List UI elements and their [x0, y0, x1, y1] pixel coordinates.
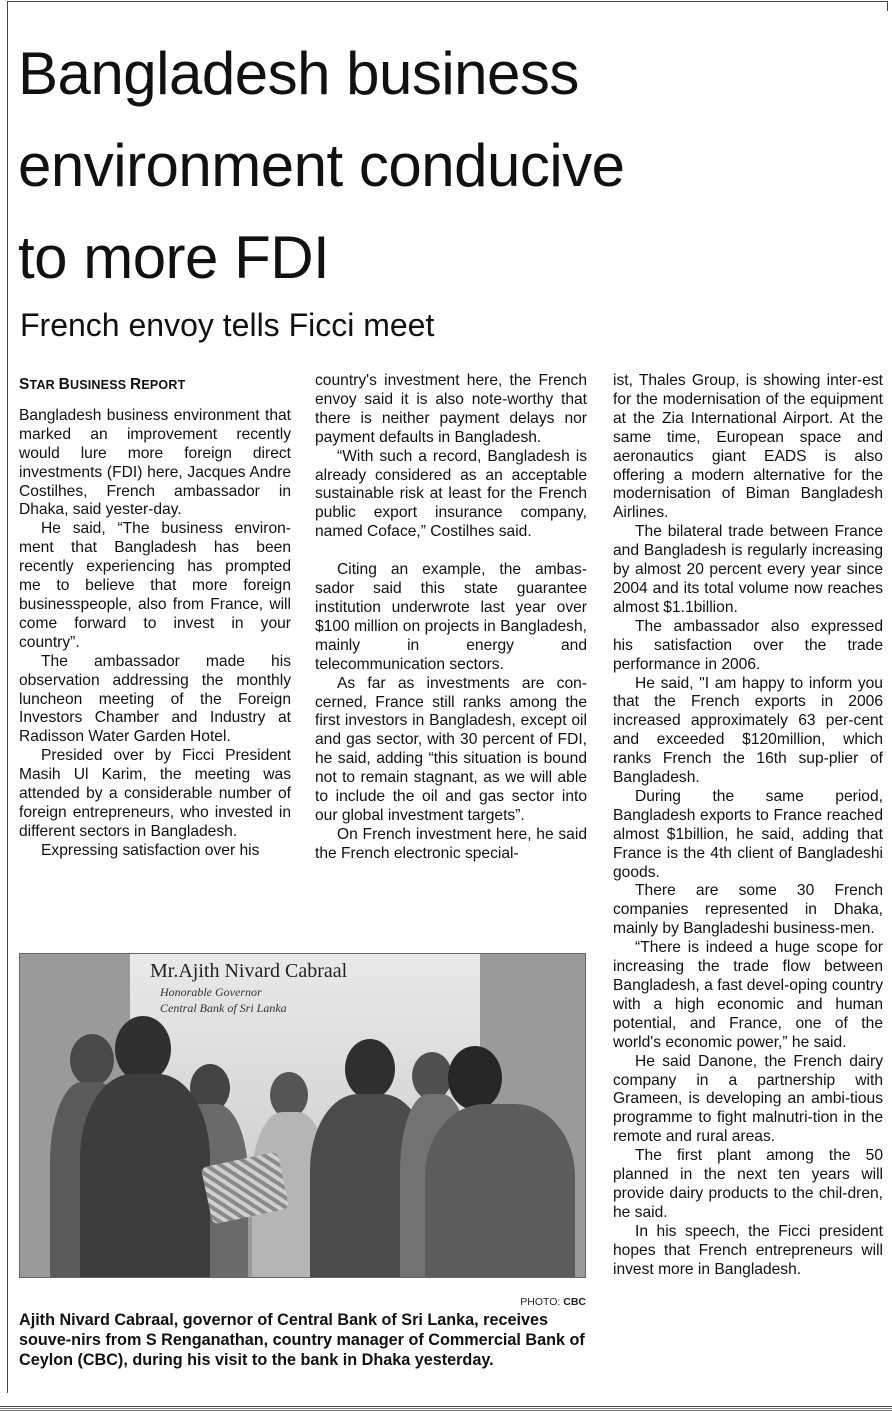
person-figure: [80, 1074, 210, 1278]
paragraph: During the same period, Bangladesh exports to France reached almost $1billion, he said, adding that France is the 4th client of Bangladeshi goods.: [613, 787, 883, 881]
paragraph: As far as investments are con-cerned, France still ranks among the first investors in Bangladesh, except oil and gas sector, with 30 percent of FDI, he said, adding “this situation is bound not to remain stagnant, as we will able to include the oil and gas sector into our global investment targets”.: [315, 674, 587, 824]
byline-initial-2: B: [58, 376, 70, 393]
left-rule: [7, 1, 8, 1393]
paragraph: He said, “The business environ-ment that Bangladesh has been recently experiencing has prompted me to believe that more foreign businesspeople, also from France, will come forward to invest in your country”.: [19, 520, 291, 651]
news-photo: [19, 953, 586, 1278]
person-figure: [425, 1104, 575, 1278]
headline-line-1: Bangladesh business: [18, 40, 579, 107]
byline-word-1: TAR: [29, 378, 59, 392]
paragraph: The ambassador made his observation addressing the monthly luncheon meeting of the Foreign Investors Chamber and Industry at Radisson Water Garden Hotel.: [19, 652, 291, 746]
headline: [18, 28, 878, 304]
byline-initial-1: S: [19, 376, 30, 393]
right-rule: [887, 1, 888, 11]
paragraph: Presided over by Ficci President Masih Ul Karim, the meeting was attended by a considerable number of foreign entrepreneurs, who invested in different sectors in Bangladesh.: [19, 747, 291, 840]
paragraph: On French investment here, he said the French electronic special-: [315, 825, 587, 862]
paragraph: The first plant among the 50 planned in the next ten years will provide dairy products to the chil-dren, he said.: [613, 1147, 883, 1221]
person-head: [345, 1039, 395, 1099]
paragraph: The bilateral trade between France and Bangladesh is regularly increasing by almost 20 percent every year since 2004 and its total volume now reaches almost $1.1billion.: [613, 523, 883, 616]
banner-title: [160, 984, 360, 1016]
paragraph: In his speech, the Ficci president hopes that French entrepreneurs will invest more in Bangladesh.: [613, 1222, 883, 1278]
paragraph: He said Danone, the French dairy company in a partnership with Grameen, is developing an ambi-tious programme to fight malnutri-tion in the remote and rural areas.: [613, 1052, 883, 1146]
article-column-3: [613, 372, 883, 1280]
byline: [19, 376, 291, 395]
photo-caption: Ajith Nivard Cabraal, governor of Central Bank of Sri Lanka, receives souve-nirs from S Renganathan, country manager of Commercial Bank of Ceylon (CBC), during his visit to the bank in Dhaka yesterday.: [19, 1311, 585, 1370]
subheadline: French envoy tells Ficci meet: [20, 307, 435, 343]
byline-initial-3: R: [129, 376, 142, 393]
paragraph: country's investment here, the French envoy said it is also note-worthy that there is neither payment delays nor payment defaults in Bangladesh.: [315, 372, 587, 446]
banner-name: Mr.Ajith Nivard Cabraal: [150, 960, 348, 982]
paragraph: The ambassador also expressed his satisfaction over the trade performance in 2006.: [613, 617, 883, 673]
byline-word-3: EPORT: [141, 378, 186, 392]
paragraph: Citing an example, the ambas-sador said this state guarantee institution underwrote last year over $100 million on projects in Bangladesh, mainly in energy and telecommunication sectors.: [315, 561, 587, 673]
bottom-rule: [0, 1406, 892, 1407]
paragraph: ist, Thales Group, is showing inter-est for the modernisation of the equipment at the Zia International Airport. At the same time, European space and aeronautics giant EADS is also offering a modern alternative for the modernisation of Biman Bangladesh Airlines.: [613, 372, 883, 522]
person-head: [70, 1034, 114, 1086]
person-head: [115, 1016, 171, 1082]
person-head: [448, 1046, 502, 1110]
headline-line-2: environment conducive: [18, 132, 625, 199]
paragraph: “There is indeed a huge scope for increasing the trade flow between Bangladesh, a fast devel-oping country with a high economic and human potential, and France, one of the world's economic power,” he said.: [613, 939, 883, 1051]
top-rule: [7, 1, 888, 2]
paragraph: Expressing satisfaction over his: [41, 841, 260, 859]
paragraph: There are some 30 French companies represented in Dhaka, mainly by Bangladeshi business-men.: [613, 882, 883, 938]
paragraph: Bangladesh business environment that marked an improvement recently would lure more foreign direct investments (FDI) here, Jacques Andre Costilhes, French ambassador in Dhaka, said yester-day.: [19, 406, 291, 519]
paragraph: “With such a record, Bangladesh is already considered as an acceptable sustainable risk at least for the French public export insurance company, named Coface,” Costilhes said.: [315, 447, 587, 541]
photo-credit: [470, 1296, 586, 1308]
banner-title-line-2: Central Bank of Sri Lanka: [160, 1001, 287, 1015]
article-column-2: [315, 372, 587, 864]
photo-credit-source: CBC: [563, 1296, 586, 1308]
banner-title-line-1: Honorable Governor: [160, 985, 262, 999]
photo-credit-label: PHOTO:: [520, 1296, 564, 1308]
person-head: [412, 1052, 452, 1100]
byline-word-2: USINESS: [70, 378, 130, 392]
headline-line-3: to more FDI: [18, 224, 330, 291]
paragraph: He said, "I am happy to inform you that the French exports in 2006 increased approximately 63 per-cent and exceeded $120million, which ranks French the 16th sup-plier of Bangladesh.: [613, 674, 883, 787]
article-column-1: [19, 372, 291, 861]
